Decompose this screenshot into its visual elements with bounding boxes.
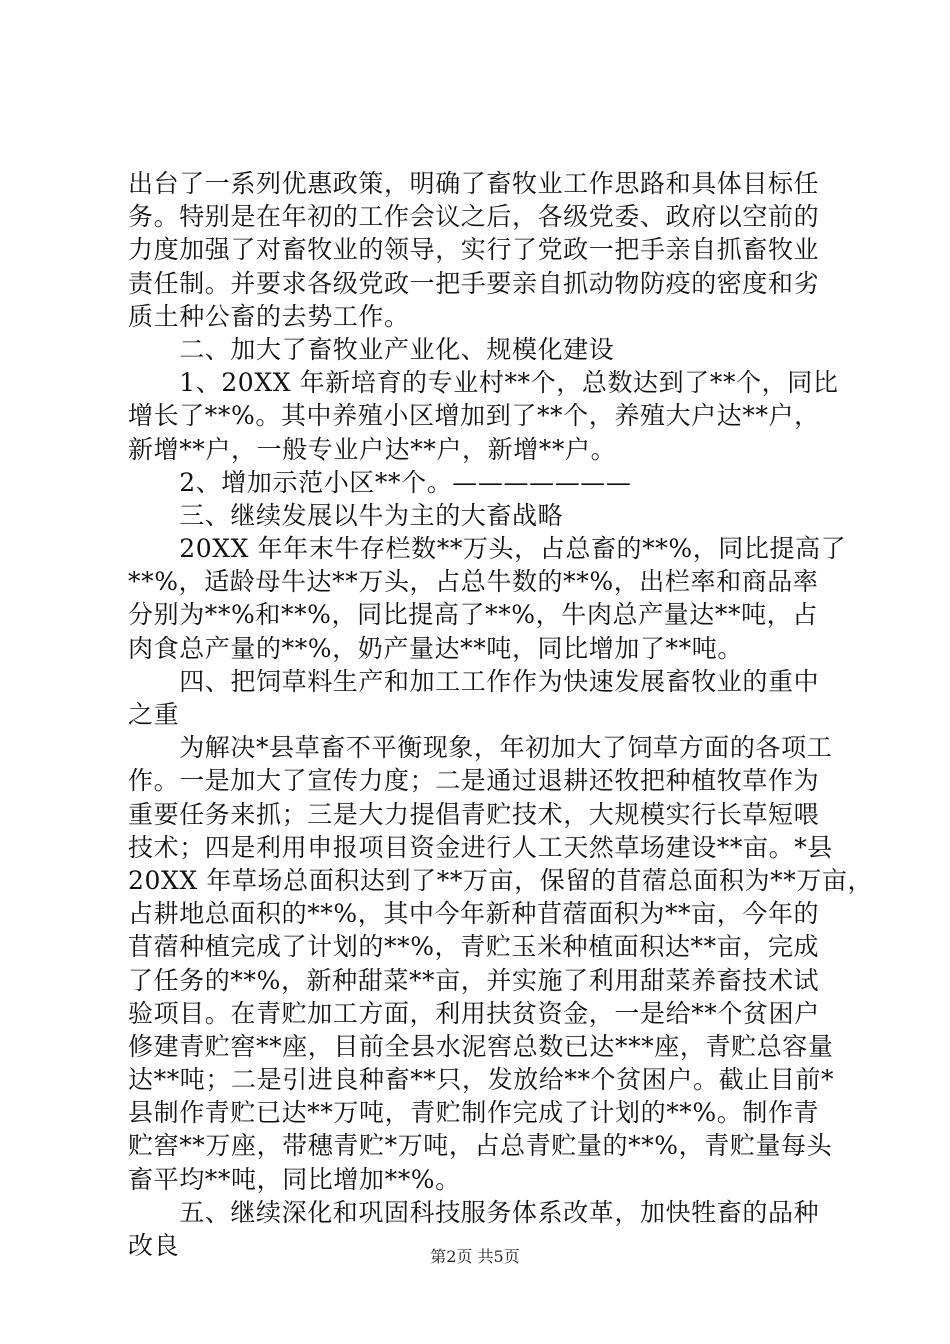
document-body (128, 167, 874, 1262)
section-heading-5: 五、继续深化和巩固科技服务体系改革，加快牲畜的品种 (128, 1197, 820, 1227)
text-line: 责任制。并要求各级党政一把手要亲自抓动物防疫的密度和劣 (128, 268, 820, 298)
text-line: 2、增加示范小区**个。——————— (128, 467, 632, 497)
text-line: 县制作青贮已达**万吨，青贮制作完成了计划的**%。制作青 (128, 1098, 820, 1128)
text-line: 出台了一系列优惠政策，明确了畜牧业工作思路和具体目标任 (128, 169, 820, 198)
text-line: 畜平均**吨，同比增加**%。 (128, 1164, 461, 1194)
text-line: 占耕地总面积的**%，其中今年新种苜蓿面积为**亩，今年的 (128, 899, 820, 929)
text-line: 为解决*县草畜不平衡现象，年初加大了饲草方面的各项工 (128, 733, 833, 763)
text-line: 分别为**%和**%，同比提高了**%，牛肉总产量达**吨，占 (128, 600, 818, 630)
text-line: 了任务的**%，新种甜菜**亩，并实施了利用甜菜养畜技术试 (128, 965, 820, 995)
text-line: 力度加强了对畜牧业的领导，实行了党政一把手亲自抓畜牧业 (128, 235, 820, 265)
text-line: 务。特别是在年初的工作会议之后，各级党委、政府以空前的 (128, 202, 820, 232)
text-line: 修建青贮窖**座，目前全县水泥窖总数已达***座，青贮总容量 (128, 1031, 834, 1061)
text-line: 苜蓿种植完成了计划的**%，青贮玉米种植面积达**亩，完成 (128, 932, 820, 962)
page-footer (0, 1247, 950, 1267)
text-line: 质土种公畜的去势工作。 (128, 301, 410, 331)
section-heading-3: 三、继续发展以牛为主的大畜战略 (128, 500, 564, 530)
text-line: 肉食总产量的**%，奶产量达**吨，同比增加了**吨。 (128, 633, 743, 663)
text-line: 贮窖**万座，带穗青贮*万吨，占总青贮量的**%，青贮量每头 (128, 1131, 833, 1161)
section-heading-4: 四、把饲草料生产和加工工作作为快速发展畜牧业的重中 (128, 666, 820, 696)
section-heading-5-cont: 改良 (128, 1231, 180, 1260)
text-line: 20XX 年年末牛存栏数**万头，占总畜的**%，同比提高了 (128, 534, 847, 564)
text-line: **%，适龄母牛达**万头，占总牛数的**%，出栏率和商品率 (128, 567, 819, 597)
section-heading-2: 二、加大了畜牧业产业化、规模化建设 (128, 334, 615, 364)
text-line: 20XX 年草场总面积达到了**万亩，保留的苜蓿总面积为**万亩， (128, 865, 874, 895)
text-line: 验项目。在青贮加工方面，利用扶贫资金，一是给**个贫困户 (128, 998, 820, 1028)
text-line: 达**吨；二是引进良种畜**只，发放给**个贫困户。截止目前* (128, 1065, 835, 1095)
text-line: 增长了**%。其中养殖小区增加到了**个，养殖大户达**户， (128, 401, 820, 431)
text-line: 1、20XX 年新培育的专业村**个，总数达到了**个，同比 (128, 368, 839, 398)
page-number-label: 第2页 共5页 (430, 1247, 520, 1266)
text-line: 作。一是加大了宣传力度；二是通过退耕还牧把种植牧草作为 (128, 766, 820, 796)
text-line: 技术；四是利用申报项目资金进行人工天然草场建设**亩。*县 (128, 832, 833, 862)
section-heading-4-cont: 之重 (128, 700, 180, 729)
text-line: 重要任务来抓；三是大力提倡青贮技术，大规模实行长草短喂 (128, 799, 820, 829)
text-line: 新增**户，一般专业户达**户，新增**户。 (128, 434, 617, 464)
